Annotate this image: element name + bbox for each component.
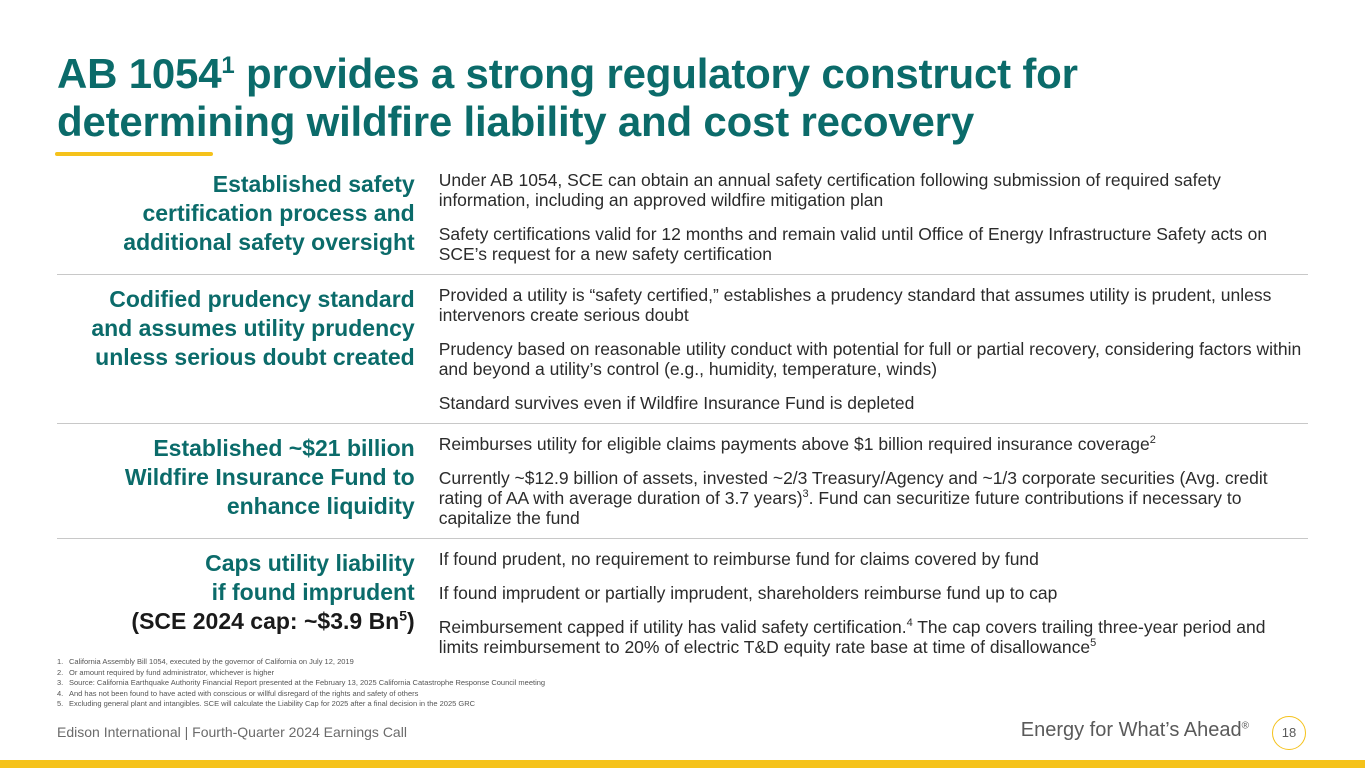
row-bullets	[439, 166, 1308, 268]
row-heading	[57, 166, 415, 268]
footnote-number: 4.	[57, 688, 64, 698]
bullet-segment: Currently ~$12.9 billion of assets, invested ~2/3 Treasury/Agency and ~1/3 corporate securities (Avg. credit rating of AA with average duration of 3.7 years)	[438, 468, 1268, 508]
footer-source: Edison International | Fourth-Quarter 2024 Earnings Call	[57, 724, 407, 740]
page-title	[57, 50, 1327, 146]
row-safety-certification	[57, 160, 1308, 275]
heading-line: Caps utility liability	[205, 550, 415, 576]
title-footnote-ref: 1	[221, 52, 235, 79]
bullet-text: If found imprudent or partially imprudent, shareholders reimburse fund up to cap	[438, 583, 1058, 603]
row-heading	[57, 545, 415, 661]
footnote-number: 1.	[57, 657, 64, 666]
row-prudency-standard	[57, 275, 1308, 424]
footnotes	[57, 657, 857, 710]
row-liability-cap	[57, 539, 1308, 667]
bullet-text: If found prudent, no requirement to reimburse fund for claims covered by fund	[438, 549, 1039, 569]
page-number: 18	[1272, 716, 1306, 750]
bullet-text	[439, 468, 1308, 528]
footnote-text: Or amount required by fund administrator, whichever is higher	[69, 667, 275, 677]
row-bullets	[439, 281, 1308, 417]
heading-line: Codified prudency standard	[109, 286, 415, 312]
heading-cap-value	[57, 607, 415, 636]
footnote	[57, 668, 857, 679]
footnote	[57, 699, 857, 710]
heading-line: Wildfire Insurance Fund to	[124, 464, 415, 490]
footnote-ref: 3	[802, 488, 809, 501]
footnote	[57, 689, 857, 700]
heading-line: and assumes utility prudency	[91, 315, 415, 341]
bullet-text: Safety certifications valid for 12 months and remain valid until Office of Energy Infrastructure Safety acts on SCE’s request for a new safety certification	[438, 224, 1268, 264]
heading-line: enhance liquidity	[226, 493, 415, 519]
registered-mark: ®	[1241, 720, 1249, 732]
heading-line: if found imprudent	[211, 579, 415, 605]
row-bullets	[439, 545, 1308, 661]
footnote-text: Excluding general plant and intangibles. SCE will calculate the Liability Cap for 2025 after a final decision in the 2025 GRC	[69, 699, 476, 708]
heading-line: certification process and	[142, 200, 415, 226]
bullet-segment: . Fund can securitize future contributions if necessary to capitalize the fund	[438, 488, 1242, 528]
footnote-text: Source: California Earthquake Authority Financial Report presented at the February 13, 2025 California Catastrophe Response Council meeting	[69, 678, 546, 687]
row-bullets	[439, 430, 1308, 532]
heading-line: Established ~$21 billion	[153, 435, 415, 461]
bullet-text: Under AB 1054, SCE can obtain an annual safety certification following submission of required safety information, including an approved wildfire mitigation plan	[438, 170, 1221, 210]
row-heading	[57, 430, 415, 532]
brand-tagline	[1021, 719, 1249, 742]
footnote-ref: 2	[1149, 434, 1156, 447]
bullet-text: Prudency based on reasonable utility conduct with potential for full or partial recovery, considering factors within and beyond a utility’s control (e.g., humidity, temperature, winds)	[438, 339, 1302, 379]
footnote-ref: 4	[906, 617, 913, 630]
bullet-text: Provided a utility is “safety certified,” establishes a prudency standard that assumes utility is prudent, unless intervenors create serious doubt	[438, 285, 1272, 325]
title-text-cont: provides a strong regulatory construct for determining wildfire liability and cost recovery	[57, 50, 1078, 145]
cap-text-end: )	[407, 608, 415, 634]
title-text: AB 1054	[57, 50, 222, 97]
footnote-number: 2.	[57, 667, 64, 677]
tagline-text: Energy for What’s Ahead	[1020, 719, 1242, 741]
title-underline	[55, 152, 213, 156]
footnote-ref: 5	[1090, 637, 1097, 650]
bullet-text	[439, 434, 1308, 454]
bottom-accent-bar	[0, 760, 1365, 768]
row-heading	[57, 281, 415, 417]
footnote-number: 3.	[57, 678, 64, 687]
heading-line: Established safety	[212, 171, 415, 197]
bullet-segment: Reimburses utility for eligible claims payments above $1 billion required insurance coverage	[438, 434, 1150, 454]
footnote-text: And has not been found to have acted with conscious or willful disregard of the rights and safety of others	[69, 688, 419, 698]
footnote-number: 5.	[57, 699, 64, 708]
bullet-text: Standard survives even if Wildfire Insurance Fund is depleted	[438, 393, 915, 413]
bullet-text	[439, 617, 1308, 657]
bullet-segment: Reimbursement capped if utility has valid safety certification.	[438, 617, 907, 637]
footnote	[57, 678, 857, 689]
heading-line: additional safety oversight	[123, 229, 415, 255]
heading-line: unless serious doubt created	[95, 344, 415, 370]
footnote	[57, 657, 857, 668]
row-insurance-fund	[57, 424, 1308, 539]
footnote-ref: 5	[399, 607, 408, 624]
bullet-segment: The cap covers trailing three-year period and limits reimbursement to 20% of electric T&D equity rate base at time of disallowance	[438, 617, 1266, 657]
content-table	[57, 160, 1308, 667]
cap-text: (SCE 2024 cap: ~$3.9 Bn	[131, 608, 400, 634]
footnote-text: California Assembly Bill 1054, executed by the governor of California on July 12, 2019	[69, 657, 354, 666]
